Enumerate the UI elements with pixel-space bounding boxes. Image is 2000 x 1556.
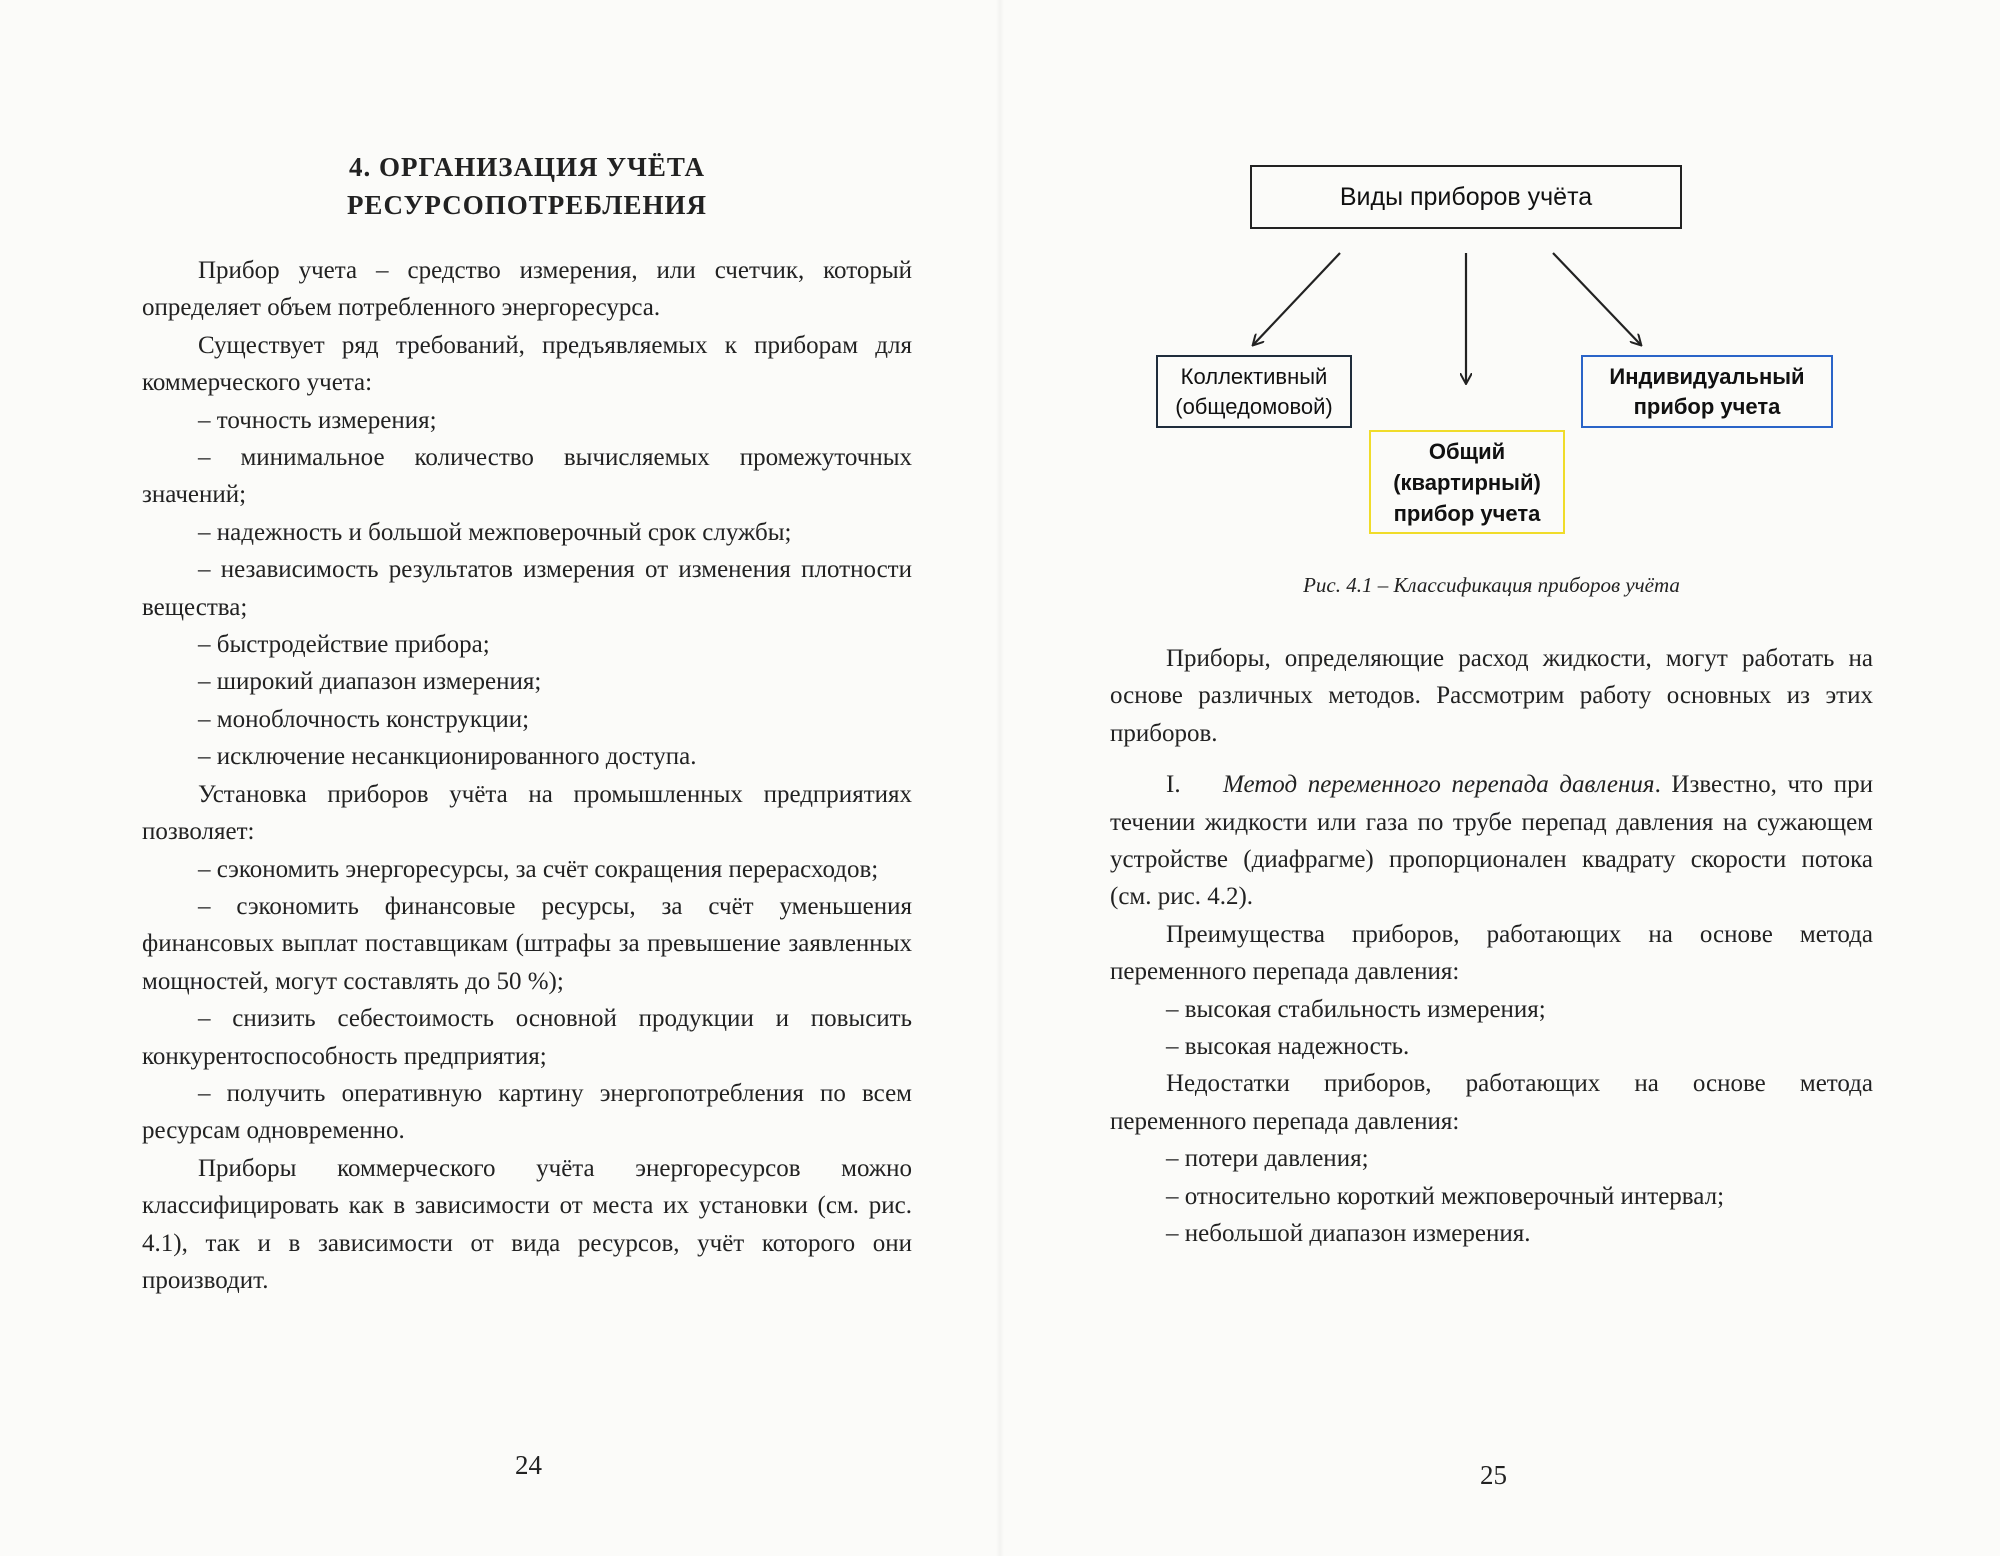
diagram-collective-box bbox=[1156, 355, 1352, 428]
requirement-item: – минимальное количество вычисляемых промежуточных значений; bbox=[142, 444, 912, 509]
benefit-item: – сэкономить энергоресурсы, за счёт сокращения перерасходов; bbox=[198, 855, 879, 883]
installation-intro: Установка приборов учёта на промышленных предприятиях позволяет: bbox=[142, 780, 912, 846]
left-page-body bbox=[142, 148, 912, 1299]
requirements-intro: Существует ряд требований, предъявляемых к приборам для коммерческого учета: bbox=[142, 331, 912, 397]
general-label-line1: Общий bbox=[1428, 438, 1506, 464]
benefit-item: – получить оперативную картину энергопотребления по всем ресурсам одновременно. bbox=[142, 1079, 912, 1145]
requirement-item: – надежность и большой межповерочный срок службы; bbox=[198, 518, 792, 546]
general-label-line3: прибор учета bbox=[1393, 500, 1541, 526]
diagram-general-box bbox=[1369, 430, 1565, 534]
collective-label-line1: Коллективный bbox=[1180, 363, 1328, 389]
disadvantage-item: – потери давления; bbox=[1166, 1145, 1369, 1173]
right-page-body bbox=[1110, 640, 1873, 1253]
chapter-heading bbox=[142, 148, 912, 224]
requirement-item: – широкий диапазон измерения; bbox=[198, 668, 542, 696]
chapter-heading-line2: РЕСУРСОПОТРЕБЛЕНИЯ bbox=[346, 190, 708, 220]
advantages-intro: Преимущества приборов, работающих на основе метода переменного перепада давления: bbox=[1110, 920, 1873, 986]
method-number: I. bbox=[1166, 771, 1181, 799]
methods-intro: Приборы, определяющие расход жидкости, могут работать на основе различных методов. Рассмотрим работу основных из этих приборов. bbox=[1110, 645, 1873, 747]
book-spine-shadow bbox=[996, 0, 1004, 1556]
disadvantage-item: – небольшой диапазон измерения. bbox=[1166, 1220, 1531, 1248]
requirement-item: – независимость результатов измерения от изменения плотности вещества; bbox=[142, 556, 912, 621]
method-title: Метод переменного перепада давления bbox=[1222, 771, 1655, 799]
requirement-item: – моноблочность конструкции; bbox=[198, 705, 530, 733]
diagram-individual-box bbox=[1581, 355, 1833, 428]
figure-caption: Рис. 4.1 – Классификация приборов учёта bbox=[1303, 573, 1680, 597]
definition-paragraph: Прибор учета – средство измерения, или счетчик, который определяет объем потребленного энергоресурса. bbox=[142, 257, 912, 322]
benefit-item: – сэкономить финансовые ресурсы, за счёт уменьшения финансовых выплат поставщикам (штрафы за превышение заявленных мощностей, могут составлять до 50 %); bbox=[142, 892, 912, 995]
method-paragraph bbox=[1110, 766, 1873, 916]
disadvantage-item: – относительно короткий межповерочный интервал; bbox=[1166, 1182, 1725, 1210]
method-text: . Известно, что при течении жидкости или газа по трубе перепад давления на сужающем устройстве (диафрагме) пропорционален квадрату скорости потока (см. рис. 4.2). bbox=[1110, 771, 1873, 911]
requirement-item: – исключение несанкционированного доступа. bbox=[198, 743, 697, 771]
chapter-heading-line1: 4. ОРГАНИЗАЦИЯ УЧЁТА bbox=[348, 152, 706, 182]
advantage-item: – высокая стабильность измерения; bbox=[1166, 995, 1546, 1023]
requirement-item: – быстродействие прибора; bbox=[198, 631, 490, 659]
page-number-right: 25 bbox=[1480, 1460, 1507, 1490]
advantage-item: – высокая надежность. bbox=[1166, 1033, 1410, 1061]
classification-paragraph: Приборы коммерческого учёта энергоресурсов можно классифицировать как в зависимости от места их установки (см. рис. 4.1), так и в зависимости от вида ресурсов, учёт которого они производит. bbox=[142, 1154, 912, 1294]
general-label-line2: (квартирный) bbox=[1393, 469, 1541, 495]
individual-label-line1: Индивидуальный bbox=[1609, 363, 1805, 389]
diagram-root-label: Виды приборов учёта bbox=[1339, 182, 1593, 211]
diagram-root-box bbox=[1250, 165, 1682, 229]
page-number-left: 24 bbox=[515, 1450, 542, 1480]
individual-label-line2: прибор учета bbox=[1633, 393, 1781, 419]
benefit-item: – снизить себестоимость основной продукции и повысить конкурентоспособность предприятия; bbox=[142, 1005, 912, 1070]
collective-label-line2: (общедомовой) bbox=[1175, 393, 1333, 419]
disadvantages-intro: Недостатки приборов, работающих на основе метода переменного перепада давления: bbox=[1110, 1070, 1873, 1135]
requirement-item: – точность измерения; bbox=[198, 406, 437, 434]
